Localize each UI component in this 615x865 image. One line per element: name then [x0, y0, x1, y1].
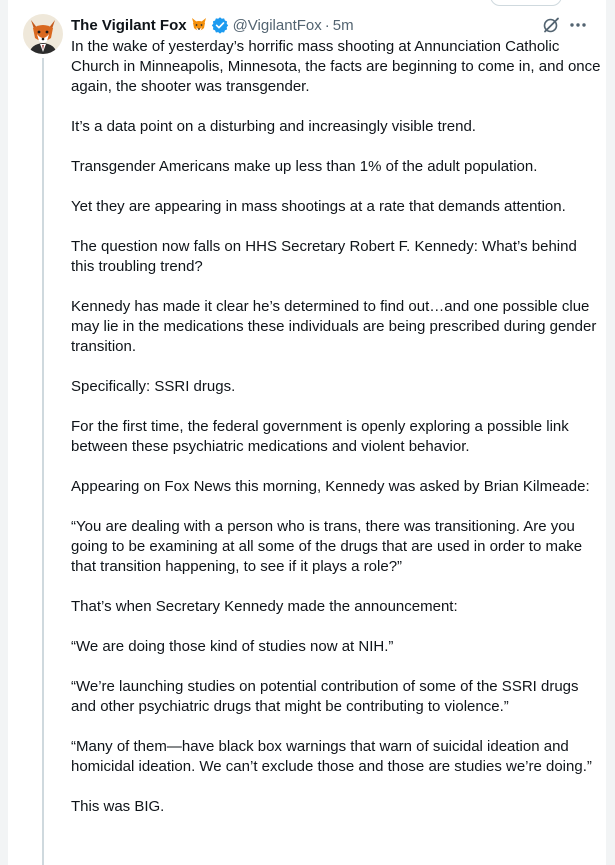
- tweet-paragraph: Appearing on Fox News this morning, Kennedy was asked by Brian Kilmeade:: [71, 478, 590, 495]
- grok-icon[interactable]: [542, 16, 560, 34]
- tweet-paragraph: “Many of them—have black box warnings that warn of suicidal ideation and homicidal ideation. We can’t exclude those and those are studies we’re doing.”: [71, 738, 592, 775]
- tweet-paragraph: The question now falls on HHS Secretary Robert F. Kennedy: What’s behind this troubling trend?: [71, 238, 577, 275]
- tweet-paragraph: “We are doing those kind of studies now at NIH.”: [71, 638, 394, 655]
- tweet-paragraph: That’s when Secretary Kennedy made the announcement:: [71, 598, 458, 615]
- tweet-paragraph: Kennedy has made it clear he’s determined to find out…and one possible clue may lie in the medications these individuals are being prescribed during gender transition.: [71, 298, 597, 355]
- top-button-partial[interactable]: [490, 0, 562, 6]
- tweet-paragraph: For the first time, the federal government is openly exploring a possible link between these psychiatric medications and violent behavior.: [71, 418, 569, 455]
- avatar[interactable]: [23, 14, 63, 54]
- tweet-text: [71, 37, 601, 837]
- fox-face-icon: [190, 16, 208, 34]
- fox-avatar-icon: [23, 14, 63, 54]
- tweet-paragraph: Yet they are appearing in mass shootings at a rate that demands attention.: [71, 198, 566, 215]
- tweet-paragraph: In the wake of yesterday’s horrific mass shooting at Annunciation Catholic Church in Minneapolis, Minnesota, the facts are beginning to come in, and once again, the shooter was transgender.: [71, 38, 601, 95]
- tweet-paragraph: This was BIG.: [71, 798, 165, 815]
- more-horizontal-icon[interactable]: [568, 16, 588, 34]
- tweet-card[interactable]: [8, 0, 606, 865]
- display-name[interactable]: The Vigilant Fox: [71, 16, 187, 34]
- tweet-paragraph: Specifically: SSRI drugs.: [71, 378, 236, 395]
- separator-dot: ·: [324, 16, 330, 34]
- handle[interactable]: @VigilantFox: [232, 16, 322, 34]
- header-actions: [542, 14, 588, 36]
- timestamp[interactable]: 5m: [332, 16, 354, 34]
- tweet-paragraph: Transgender Americans make up less than 1% of the adult population.: [71, 158, 538, 175]
- tweet-paragraph: It’s a data point on a disturbing and increasingly visible trend.: [71, 118, 476, 135]
- tweet-paragraph: “You are dealing with a person who is trans, there was transitioning. Are you going to be examining at all some of the drugs that are used in order to make that transition happening, to see if it plays a role?”: [71, 518, 583, 575]
- verified-badge-icon[interactable]: [211, 16, 229, 34]
- tweet-header: [71, 14, 354, 36]
- thread-line: [42, 58, 44, 865]
- tweet-paragraph: “We’re launching studies on potential contribution of some of the SSRI drugs and other psychiatric drugs that might be contributing to violence.”: [71, 678, 579, 715]
